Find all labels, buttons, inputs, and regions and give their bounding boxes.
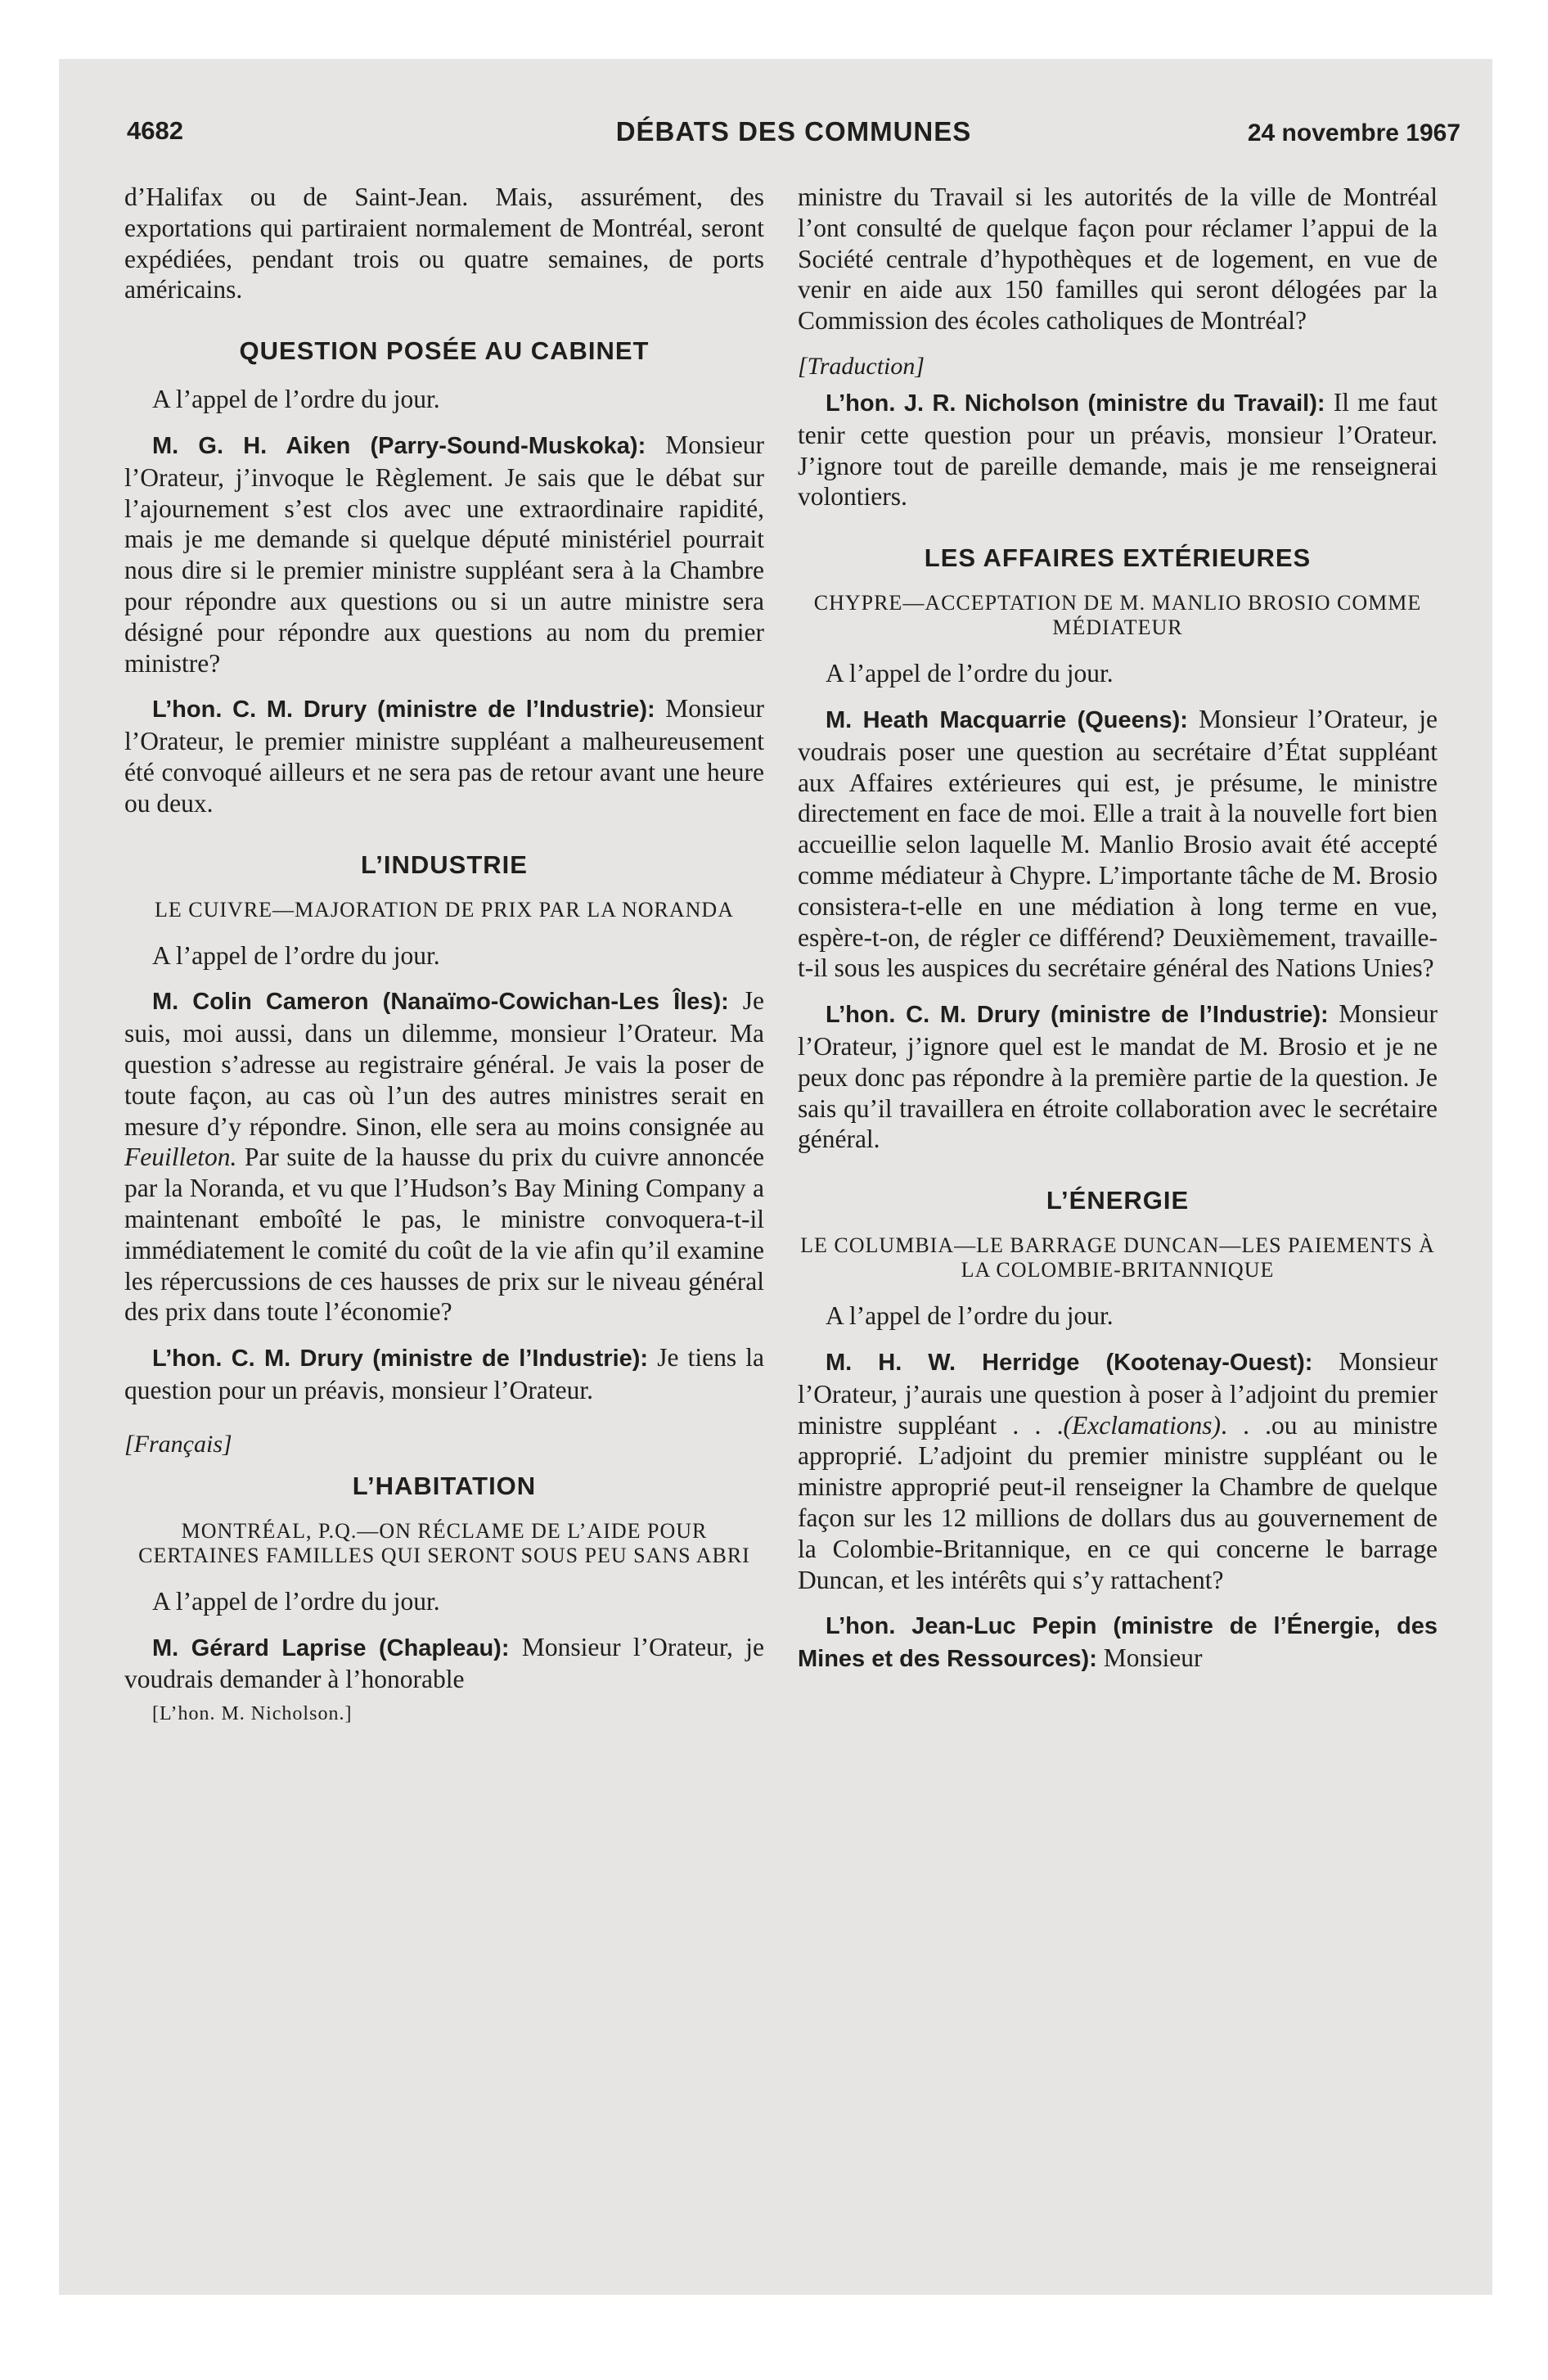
speech-paragraph — [798, 387, 1438, 512]
language-marker: [Français] — [124, 1430, 232, 1458]
section-heading: L’ÉNERGIE — [1046, 1186, 1190, 1215]
speaker-name: L’hon. J. R. Nicholson (ministre du Travail): — [826, 390, 1325, 417]
page-header — [127, 116, 1460, 165]
speech-italic: Feuilleton. — [124, 1143, 237, 1172]
order-of-day: A l’appel de l’ordre du jour. — [826, 1301, 1114, 1331]
speech-text: Je suis, moi aussi, dans un dilemme, monsieur l’Orateur. Ma question s’adresse au registraire général. Je vais la poser de toute façon, au cas où l’un des autres ministres serait en mesure d’y répondre. Sinon, elle sera au moins consignée au — [124, 986, 764, 1141]
subsection-heading: LE CUIVRE—MAJORATION DE PRIX PAR LA NORANDA — [155, 897, 734, 922]
speech-text: Monsieur l’Orateur, je voudrais demander à l’honorable — [124, 1632, 764, 1694]
speech-text: . . .ou au ministre approprié. L’adjoint du premier ministre suppléant ou le ministre approprié peut-il renseigner la Chambre de quelque façon sur les 12 millions de dollars dus au gouvernement de la Colombie-Britannique, en ce qui concerne le barrage Duncan, et les intérêts qui s’y rattachent? — [798, 1410, 1438, 1594]
speaker-name: L’hon. C. M. Drury (ministre de l’Industrie): — [152, 1346, 649, 1373]
subsection-heading: CHYPRE—ACCEPTATION DE M. MANLIO BROSIO COMME MÉDIATEUR — [813, 591, 1422, 640]
speech-paragraph — [798, 1610, 1438, 1675]
speaker-name: M. Colin Cameron (Nanaïmo-Cowichan-Les Îles): — [152, 989, 729, 1016]
language-marker: [Traduction] — [798, 352, 925, 380]
speech-text: Monsieur l’Orateur, j’invoque le Règlement. Je sais que le débat sur l’ajournement s’est clos avec une extraordinaire rapidité, mais je me demande si quelque député ministériel pourrait nous dire si le premier ministre suppléant sera à la Chambre pour répondre aux questions ou si un autre ministre sera désigné pour répondre aux questions au nom du premier ministre? — [124, 430, 764, 678]
speech-text: Je tiens la question pour un préavis, monsieur l’Orateur. — [124, 1343, 764, 1404]
speaker-name: M. Gérard Laprise (Chapleau): — [152, 1634, 510, 1661]
order-of-day: A l’appel de l’ordre du jour. — [152, 940, 440, 970]
right-column — [798, 182, 1438, 2261]
order-of-day: A l’appel de l’ordre du jour. — [826, 659, 1114, 688]
section-heading: LES AFFAIRES EXTÉRIEURES — [924, 543, 1312, 573]
speaker-name: L’hon. C. M. Drury (ministre de l’Industrie): — [826, 1002, 1329, 1029]
speech-text: Monsieur l’Orateur, j’aurais une question à poser à l’adjoint du premier ministre suppléant . . . — [798, 1346, 1438, 1440]
speech-paragraph — [124, 430, 764, 678]
speech-text: Par suite de la hausse du prix du cuivre annoncée par la Noranda, et vu que l’Hudson’s Bay Mining Company a maintenant emboîté le pas, le ministre convoquera-t-il immédiatement le comité du coût de la vie afin qu’il examine les répercussions de ces hausses de prix sur le niveau général des prix dans toute l’économie? — [124, 1143, 764, 1327]
speech-paragraph — [798, 704, 1438, 984]
page-date: 24 novembre 1967 — [1247, 119, 1460, 146]
page-number: 4682 — [127, 116, 183, 145]
speech-paragraph — [798, 998, 1438, 1155]
left-column — [124, 182, 764, 2261]
speech-paragraph — [124, 1632, 764, 1696]
section-heading: QUESTION POSÉE AU CABINET — [239, 336, 650, 366]
publication-title: DÉBATS DES COMMUNES — [615, 116, 972, 146]
section-heading: L’INDUSTRIE — [361, 850, 528, 879]
paragraph: d’Halifax ou de Saint-Jean. Mais, assurément, des exportations qui partiraient normalement de Montréal, seront expédiées, pendant trois ou quatre semaines, de ports américains. — [124, 183, 764, 304]
speech-paragraph — [798, 1346, 1438, 1595]
speaker-name: M. Heath Macquarrie (Queens): — [826, 706, 1188, 733]
order-of-day: A l’appel de l’ordre du jour. — [152, 385, 440, 414]
speech-paragraph — [124, 1342, 764, 1406]
speech-text: Monsieur l’Orateur, je voudrais poser une question au secrétaire d’État suppléant aux Affaires extérieures qui est, je présume, le ministre directement en face de moi. Elle a trait à la nouvelle fort bien accueillie selon laquelle M. Manlio Brosio avait été accepté comme médiateur à Chypre. L’importante tâche de M. Brosio consistera-t-elle en une médiation à long terme en vue, espère-t-on, de régler ce différend? Deuxièmement, travaille-t-il sous les auspices du secrétaire général des Nations Unies? — [798, 704, 1438, 983]
subsection-heading: LE COLUMBIA—LE BARRAGE DUNCAN—LES PAIEMENTS À LA COLOMBIE-BRITANNIQUE — [800, 1233, 1435, 1282]
speaker-name: L’hon. Jean-Luc Pepin (ministre de l’Énergie, des Mines et des Ressources): — [798, 1613, 1438, 1673]
order-of-day: A l’appel de l’ordre du jour. — [152, 1586, 440, 1616]
footer-speaker-note: [L’hon. M. Nicholson.] — [152, 1703, 353, 1725]
speaker-name: L’hon. C. M. Drury (ministre de l’Industrie): — [152, 696, 655, 723]
speaker-name: M. G. H. Aiken (Parry-Sound-Muskoka): — [152, 432, 646, 459]
speech-text: Il me faut tenir cette question pour un préavis, monsieur l’Orateur. J’ignore tout de pareille demande, mais je me renseignerai volontiers. — [798, 387, 1438, 512]
speech-text: Monsieur l’Orateur, j’ignore quel est le mandat de M. Brosio et je ne peux donc pas répondre à la première partie de la question. Je sais qu’il travaillera en étroite collaboration avec le secrétaire général. — [798, 999, 1438, 1154]
speaker-name: M. H. W. Herridge (Kootenay-Ouest): — [826, 1349, 1313, 1376]
speech-italic: (Exclamations) — [1063, 1410, 1221, 1440]
speech-paragraph — [124, 693, 764, 818]
subsection-heading: MONTRÉAL, P.Q.—ON RÉCLAME DE L’AIDE POUR CERTAINES FAMILLES QUI SERONT SOUS PEU SANS ABRI — [138, 1518, 750, 1567]
speech-text: Monsieur — [1096, 1643, 1203, 1673]
paragraph: ministre du Travail si les autorités de la ville de Montréal l’ont consulté de quelque façon pour réclamer l’appui de la Société centrale d’hypothèques et de logement, en vue de venir en aide aux 150 familles qui seront délogées par la Commission des écoles catholiques de Montréal? — [798, 183, 1438, 336]
section-heading: L’HABITATION — [352, 1471, 537, 1500]
speech-text: Monsieur l’Orateur, le premier ministre suppléant a malheureusement été convoqué ailleurs et ne sera pas de retour avant une heure ou deux. — [124, 694, 764, 818]
speech-paragraph — [124, 985, 764, 1327]
